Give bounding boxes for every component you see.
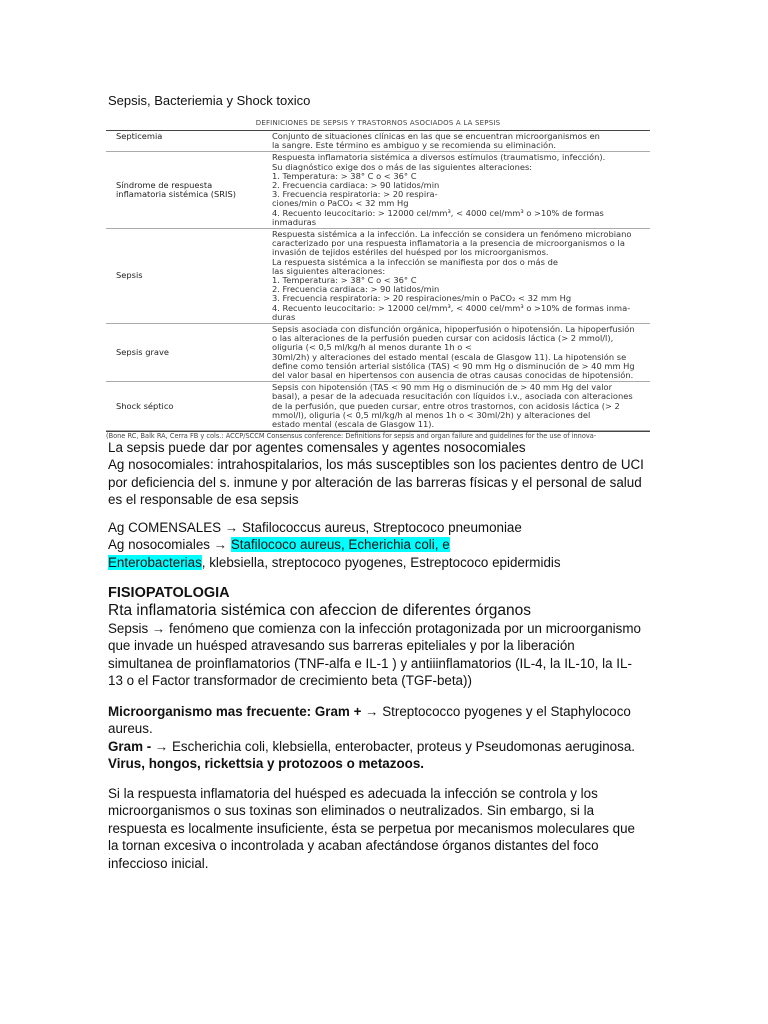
desc-line: basal), a pesar de la adecuada resucitación con líquidos i.v., asociada con alteraciones: [272, 391, 633, 402]
highlighted-text: Stafilococo aureus, Echerichia coli, e: [230, 537, 450, 553]
text-line: La sepsis puede dar por agentes comensales y agentes nosocomiales: [108, 440, 526, 455]
desc-line: inmaduras: [272, 216, 317, 227]
desc-line: define como tensión arterial sistólica (TAS) < 90 mm Hg o disminución de > 40 mm Hg: [272, 360, 635, 371]
table-term: Síndrome de respuesta inflamatoria sistémica (SRIS): [116, 180, 237, 200]
table-row-sris: [106, 152, 650, 229]
text-line: es el responsable de esa sepsis: [108, 492, 299, 508]
table-term: Sepsis grave: [116, 347, 170, 358]
section-heading: FISIOPATOLOGIA: [108, 585, 230, 601]
text-line: microorganismos o sus toxinas son eliminados o neutralizados. Sin embargo, si la: [108, 803, 595, 819]
table-row-septicemia: [106, 131, 650, 152]
bold-text: Gram -: [108, 738, 155, 754]
desc-line: Sepsis asociada con disfunción orgánica, hipoperfusión o hipotensión. La hipoperfusión: [272, 324, 635, 335]
text-line: la tornan excesiva o incontrolada y acaban afectándose órganos distantes del foco: [108, 838, 599, 854]
bold-text: Microorganismo mas frecuente: Gram +: [108, 704, 366, 719]
text-line: infeccioso inicial.: [108, 855, 209, 871]
desc-line: mmol/l), oliguria (< 0,5 ml/kg/h al menos 1h o < 30ml/2h) y alteraciones del: [272, 409, 591, 420]
text-line: [108, 554, 668, 571]
fisiopatologia-section: [108, 585, 668, 689]
desc-line: 4. Recuento leucocitario: > 12000 cel/mm³, < 4000 cel/mm³ o >10% de formas inma-: [272, 302, 631, 313]
desc-line: o las alteraciones de la perfusión pueden cursar con acidosis láctica (> 2 mmol/l),: [272, 333, 614, 344]
text-span: Streptococco pyogenes y el Staphylococo: [378, 704, 631, 719]
closing-paragraph: [108, 785, 668, 872]
desc-line: Conjunto de situaciones clínicas en las que se encuentran microorganismos en: [272, 131, 600, 141]
desc-line: La respuesta sistémica a la infección se manifiesta por dos o más de: [272, 256, 558, 267]
table-desc: [256, 382, 650, 430]
bold-text: Virus, hongos, rickettsia y protozoos o metazoos.: [108, 756, 424, 772]
text-span: , klebsiella, streptococo pyogenes, Estreptococo epidermidis: [201, 554, 561, 570]
text-span: Ag nosocomiales →: [108, 537, 231, 553]
desc-line: 2. Frecuencia cardiaca: > 90 latidos/min: [272, 284, 440, 295]
table-row-sepsis: [106, 229, 650, 324]
highlighted-text: Enterobacterias: [108, 554, 202, 570]
text-line: [108, 755, 668, 772]
desc-line: duras: [272, 311, 296, 322]
text-line: Sepsis → fenómeno que comienza con la infección protagonizada por un microorganismo: [108, 620, 641, 636]
table-term: Sepsis: [116, 270, 143, 281]
table-footnote: (Bone RC, Balk RA, Cerra FB y cols.: ACCP/SCCM Consensus conference: Definitions for sepsis and organ failure and guidelines for the use of innova-: [106, 431, 650, 440]
desc-line: estado mental (escala de Glasgow 11).: [272, 419, 435, 430]
desc-line: las siguientes alteraciones:: [272, 265, 386, 276]
text-line: respuesta es localmente insuficiente, ésta se perpetua por mecanismos moleculares que: [108, 820, 635, 836]
table-row-shock-septico: [106, 382, 650, 431]
table-term: Shock séptico: [116, 400, 174, 411]
desc-line: Su diagnóstico exige dos o más de las siguientes alteraciones:: [272, 161, 533, 172]
desc-line: Respuesta sistémica a la infección. La infección se considera un fenómeno microbiano: [272, 229, 632, 240]
table-desc: [256, 324, 650, 381]
agents-paragraph: [108, 519, 668, 571]
intro-paragraph: [108, 439, 668, 509]
arrow-icon: →: [365, 704, 379, 719]
text-line: [108, 738, 668, 755]
desc-line: del valor basal en hipertensos con ausencia de otras causas conocidas de hipotensión.: [272, 370, 634, 381]
desc-line: 3. Frecuencia respiratoria: > 20 respiraciones/min o PaCO₂ < 32 mm Hg: [272, 293, 572, 304]
table-desc: [256, 131, 650, 151]
desc-line: caracterizado por una respuesta inflamatoria a la presencia de microorganismos o la: [272, 238, 625, 249]
text-line: simultanea de proinflamatorios (TNF-alfa e IL-1 ) y antiiinflamatorios (IL-4, la IL-10, la IL-: [108, 655, 632, 671]
desc-line: invasión de tejidos estériles del huésped por los microorganismos.: [272, 247, 549, 258]
text-line: aureus.: [108, 721, 153, 737]
text-line: Ag nosocomiales: intrahospitalarios, los más susceptibles son los pacientes dentro de UCI: [108, 457, 644, 473]
section-subheading: Rta inflamatoria sistémica con afeccion de diferentes órganos: [108, 602, 532, 620]
desc-line: oliguria (< 0,5 ml/kg/h al menos durante 1h o <: [272, 342, 472, 353]
table-term: Septicemia: [116, 131, 163, 141]
text-line: [108, 703, 668, 720]
desc-line: Sepsis con hipotensión (TAS < 90 mm Hg o disminución de > 40 mm Hg del valor: [272, 382, 613, 393]
page-title: Sepsis, Bacteriemia y Shock toxico: [108, 93, 311, 108]
desc-line: 2. Frecuencia cardiaca: > 90 latidos/min: [272, 180, 440, 191]
desc-line: 3. Frecuencia respiratoria: > 20 respira-: [272, 189, 438, 200]
text-line: [108, 536, 668, 553]
desc-line: 1. Temperatura: > 38° C o < 36° C: [272, 170, 417, 181]
text-line: que invade un huésped atravesando sus barreras epiteliales y por la liberación: [108, 638, 575, 654]
desc-line: 30ml/2h) y alteraciones del estado mental (escala de Glasgow 11). La hipotensión se: [272, 351, 627, 362]
text-line: Si la respuesta inflamatoria del huésped es adecuada la infección se controla y los: [108, 786, 598, 801]
text-line: por deficiencia del s. inmune y por alteración de las barreras físicas y el personal de salud: [108, 474, 642, 490]
table-desc: [256, 229, 650, 323]
definitions-table: [106, 118, 650, 440]
text-span: Escherichia coli, klebsiella, enterobacter, proteus y Pseudomonas aeruginosa.: [168, 738, 635, 754]
text-line: 13 o el Factor transformador de crecimiento beta (TGF-beta)): [108, 673, 472, 689]
table-desc: [256, 152, 650, 228]
desc-line: Respuesta inflamatoria sistémica a diversos estímulos (traumatismo, infección).: [272, 152, 606, 163]
microorganisms-paragraph: [108, 703, 668, 773]
text-line: Ag COMENSALES → Stafilococcus aureus, Streptococo pneumoniae: [108, 520, 522, 535]
desc-line: 4. Recuento leucocitario: > 12000 cel/mm³, < 4000 cel/mm³ o >10% de formas: [272, 207, 604, 218]
arrow-icon: →: [154, 738, 169, 754]
desc-line: de la perfusión, que pueden cursar, entre otros trastornos, con acidosis láctica (> 2: [272, 400, 620, 411]
desc-line: 1. Temperatura: > 38° C o < 36° C: [272, 275, 417, 286]
table-row-sepsis-grave: [106, 324, 650, 382]
table-caption: DEFINICIONES DE SEPSIS Y TRASTORNOS ASOCIADOS A LA SEPSIS: [255, 119, 501, 127]
desc-line: ciones/min o PaCO₂ < 32 mm Hg: [272, 198, 409, 209]
desc-line: la sangre. Este término es ambiguo y se recomienda su eliminación.: [272, 140, 556, 151]
